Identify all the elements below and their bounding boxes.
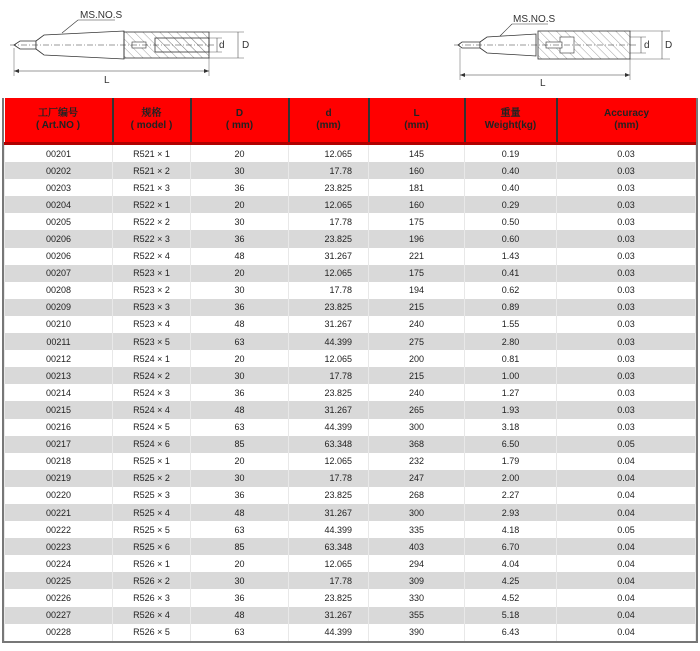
cell-art-no: 00211 <box>5 333 113 350</box>
cell-weight: 2.93 <box>465 504 557 521</box>
cell-length: 240 <box>369 384 465 401</box>
cell-art-no: 00214 <box>5 384 113 401</box>
cell-weight: 1.43 <box>465 248 557 265</box>
header-line-2: ( model ) <box>130 120 173 131</box>
cell-accuracy: 0.03 <box>557 213 696 230</box>
cell-inner-diameter: 44.399 <box>289 624 369 641</box>
table-row <box>5 282 696 299</box>
table-row <box>5 436 696 453</box>
cell-weight: 4.04 <box>465 555 557 572</box>
header-line-2: (mm) <box>404 120 429 131</box>
cell-art-no: 00225 <box>5 572 113 589</box>
header-line-1: d <box>325 108 332 119</box>
cell-weight: 0.81 <box>465 350 557 367</box>
cell-accuracy: 0.04 <box>557 453 696 470</box>
cell-model: R524 × 1 <box>113 350 191 367</box>
cell-weight: 3.18 <box>465 419 557 436</box>
cell-art-no: 00205 <box>5 213 113 230</box>
cell-accuracy: 0.03 <box>557 384 696 401</box>
cell-art-no: 00207 <box>5 265 113 282</box>
cell-length: 232 <box>369 453 465 470</box>
table-row <box>5 196 696 213</box>
cell-accuracy: 0.03 <box>557 316 696 333</box>
cell-length: 390 <box>369 624 465 641</box>
cell-art-no: 00210 <box>5 316 113 333</box>
spec-table <box>4 98 696 641</box>
table-row <box>5 350 696 367</box>
cell-outer-diameter: 36 <box>191 384 289 401</box>
cell-weight: 0.41 <box>465 265 557 282</box>
cell-model: R521 × 1 <box>113 144 191 163</box>
cell-accuracy: 0.03 <box>557 196 696 213</box>
cell-inner-diameter: 17.78 <box>289 470 369 487</box>
cell-model: R524 × 2 <box>113 367 191 384</box>
cell-model: R526 × 1 <box>113 555 191 572</box>
cell-outer-diameter: 48 <box>191 504 289 521</box>
cell-length: 265 <box>369 401 465 418</box>
table-row <box>5 162 696 179</box>
cell-outer-diameter: 30 <box>191 572 289 589</box>
table-row <box>5 384 696 401</box>
table-row <box>5 419 696 436</box>
cell-model: R522 × 1 <box>113 196 191 213</box>
cell-inner-diameter: 12.065 <box>289 265 369 282</box>
cell-model: R525 × 2 <box>113 470 191 487</box>
cell-weight: 2.00 <box>465 470 557 487</box>
header-accuracy <box>557 98 696 144</box>
cell-art-no: 00204 <box>5 196 113 213</box>
table-row <box>5 367 696 384</box>
cell-weight: 4.52 <box>465 589 557 606</box>
cell-outer-diameter: 63 <box>191 624 289 641</box>
outer-diameter-label: D <box>665 40 673 51</box>
cell-inner-diameter: 17.78 <box>289 282 369 299</box>
cell-outer-diameter: 36 <box>191 179 289 196</box>
header-art-no <box>5 98 113 144</box>
cell-weight: 6.43 <box>465 624 557 641</box>
cell-art-no: 00223 <box>5 538 113 555</box>
cell-outer-diameter: 36 <box>191 299 289 316</box>
cell-art-no: 00220 <box>5 487 113 504</box>
cell-weight: 0.40 <box>465 162 557 179</box>
cell-model: R523 × 2 <box>113 282 191 299</box>
header-line-2: ( mm) <box>225 120 254 131</box>
cell-length: 240 <box>369 316 465 333</box>
table-row <box>5 538 696 555</box>
cell-art-no: 00226 <box>5 589 113 606</box>
taper-label: MS.NO.S <box>513 14 556 25</box>
cell-model: R526 × 3 <box>113 589 191 606</box>
header-line-2: Weight(kg) <box>484 120 537 131</box>
cell-model: R522 × 2 <box>113 213 191 230</box>
cell-accuracy: 0.03 <box>557 299 696 316</box>
header-line-2: ( Art.NO ) <box>35 120 81 131</box>
cell-model: R522 × 4 <box>113 248 191 265</box>
cell-model: R523 × 5 <box>113 333 191 350</box>
length-label: L <box>540 78 546 89</box>
tool-body <box>10 31 215 59</box>
cell-length: 275 <box>369 333 465 350</box>
cell-weight: 2.27 <box>465 487 557 504</box>
tool-body <box>454 31 636 59</box>
cell-length: 247 <box>369 470 465 487</box>
cell-length: 300 <box>369 504 465 521</box>
outer-diameter-label: D <box>242 40 250 51</box>
cell-outer-diameter: 48 <box>191 248 289 265</box>
cell-outer-diameter: 48 <box>191 607 289 624</box>
table-row <box>5 401 696 418</box>
cell-outer-diameter: 36 <box>191 487 289 504</box>
header-length <box>369 98 465 144</box>
length-label: L <box>104 75 110 86</box>
cell-inner-diameter: 23.825 <box>289 384 369 401</box>
table-body <box>5 144 696 641</box>
cell-inner-diameter: 17.78 <box>289 213 369 230</box>
cell-outer-diameter: 36 <box>191 589 289 606</box>
table-row <box>5 213 696 230</box>
cell-model: R523 × 4 <box>113 316 191 333</box>
cell-accuracy: 0.04 <box>557 470 696 487</box>
cell-weight: 0.60 <box>465 230 557 247</box>
table-row <box>5 487 696 504</box>
cell-model: R525 × 5 <box>113 521 191 538</box>
cell-inner-diameter: 44.399 <box>289 521 369 538</box>
cell-model: R526 × 2 <box>113 572 191 589</box>
cell-weight: 0.50 <box>465 213 557 230</box>
table-row <box>5 572 696 589</box>
table-row <box>5 521 696 538</box>
cell-model: R524 × 3 <box>113 384 191 401</box>
cell-inner-diameter: 23.825 <box>289 589 369 606</box>
cell-inner-diameter: 12.065 <box>289 453 369 470</box>
cell-art-no: 00228 <box>5 624 113 641</box>
cell-inner-diameter: 23.825 <box>289 487 369 504</box>
cell-accuracy: 0.04 <box>557 589 696 606</box>
table-row <box>5 230 696 247</box>
cell-model: R523 × 1 <box>113 265 191 282</box>
cell-outer-diameter: 63 <box>191 333 289 350</box>
cell-accuracy: 0.03 <box>557 230 696 247</box>
technical-drawing-right <box>440 0 700 92</box>
cell-model: R522 × 3 <box>113 230 191 247</box>
cell-model: R524 × 6 <box>113 436 191 453</box>
cell-accuracy: 0.04 <box>557 572 696 589</box>
cell-outer-diameter: 20 <box>191 265 289 282</box>
cell-inner-diameter: 17.78 <box>289 162 369 179</box>
leader-line <box>62 20 78 33</box>
cell-accuracy: 0.04 <box>557 487 696 504</box>
cell-weight: 1.79 <box>465 453 557 470</box>
cell-art-no: 00224 <box>5 555 113 572</box>
cell-outer-diameter: 30 <box>191 162 289 179</box>
inner-diameter-label: d <box>644 40 650 51</box>
cell-length: 335 <box>369 521 465 538</box>
cell-weight: 0.40 <box>465 179 557 196</box>
cell-weight: 0.62 <box>465 282 557 299</box>
cell-length: 160 <box>369 196 465 213</box>
cell-art-no: 00206 <box>5 248 113 265</box>
cell-accuracy: 0.03 <box>557 179 696 196</box>
cell-outer-diameter: 20 <box>191 453 289 470</box>
spec-table-container <box>2 98 698 643</box>
table-row <box>5 624 696 641</box>
cell-inner-diameter: 12.065 <box>289 144 369 163</box>
cell-inner-diameter: 63.348 <box>289 538 369 555</box>
cell-outer-diameter: 85 <box>191 538 289 555</box>
cell-model: R524 × 4 <box>113 401 191 418</box>
cell-accuracy: 0.04 <box>557 607 696 624</box>
cell-inner-diameter: 17.78 <box>289 367 369 384</box>
cell-length: 215 <box>369 367 465 384</box>
cell-model: R523 × 3 <box>113 299 191 316</box>
cell-art-no: 00222 <box>5 521 113 538</box>
cell-length: 145 <box>369 144 465 163</box>
cell-inner-diameter: 17.78 <box>289 572 369 589</box>
header-line-1: 工厂编号 <box>38 108 78 119</box>
cell-art-no: 00219 <box>5 470 113 487</box>
cell-art-no: 00206 <box>5 230 113 247</box>
header-line-2: (mm) <box>316 120 341 131</box>
cell-model: R526 × 5 <box>113 624 191 641</box>
cell-inner-diameter: 31.267 <box>289 607 369 624</box>
cell-length: 309 <box>369 572 465 589</box>
cell-length: 268 <box>369 487 465 504</box>
cell-length: 300 <box>369 419 465 436</box>
cell-accuracy: 0.04 <box>557 555 696 572</box>
cell-outer-diameter: 20 <box>191 350 289 367</box>
cell-accuracy: 0.05 <box>557 436 696 453</box>
cell-art-no: 00218 <box>5 453 113 470</box>
table-row <box>5 504 696 521</box>
table-row <box>5 453 696 470</box>
cell-art-no: 00209 <box>5 299 113 316</box>
technical-drawing-left <box>0 0 260 92</box>
cell-weight: 1.27 <box>465 384 557 401</box>
cell-length: 160 <box>369 162 465 179</box>
cell-accuracy: 0.05 <box>557 521 696 538</box>
cell-art-no: 00213 <box>5 367 113 384</box>
cell-weight: 6.50 <box>465 436 557 453</box>
cell-accuracy: 0.04 <box>557 504 696 521</box>
cell-accuracy: 0.03 <box>557 282 696 299</box>
table-row <box>5 299 696 316</box>
cell-accuracy: 0.04 <box>557 624 696 641</box>
cell-outer-diameter: 20 <box>191 144 289 163</box>
cell-length: 181 <box>369 179 465 196</box>
header-outer-diameter <box>191 98 289 144</box>
cell-outer-diameter: 85 <box>191 436 289 453</box>
table-row <box>5 265 696 282</box>
cell-length: 221 <box>369 248 465 265</box>
cell-length: 215 <box>369 299 465 316</box>
cell-length: 330 <box>369 589 465 606</box>
header-line-1: Accuracy <box>603 108 650 119</box>
cell-art-no: 00212 <box>5 350 113 367</box>
cell-inner-diameter: 31.267 <box>289 401 369 418</box>
cell-accuracy: 0.03 <box>557 350 696 367</box>
cell-inner-diameter: 12.065 <box>289 196 369 213</box>
cell-accuracy: 0.04 <box>557 538 696 555</box>
cell-inner-diameter: 31.267 <box>289 504 369 521</box>
cell-outer-diameter: 63 <box>191 419 289 436</box>
header-model <box>113 98 191 144</box>
cell-art-no: 00202 <box>5 162 113 179</box>
cell-weight: 1.00 <box>465 367 557 384</box>
table-row <box>5 589 696 606</box>
cell-art-no: 00201 <box>5 144 113 163</box>
cell-outer-diameter: 30 <box>191 213 289 230</box>
cell-model: R521 × 2 <box>113 162 191 179</box>
cell-accuracy: 0.03 <box>557 367 696 384</box>
cell-art-no: 00215 <box>5 401 113 418</box>
cell-length: 194 <box>369 282 465 299</box>
cell-inner-diameter: 12.065 <box>289 555 369 572</box>
cell-art-no: 00227 <box>5 607 113 624</box>
header-line-1: D <box>235 108 244 119</box>
cell-accuracy: 0.03 <box>557 144 696 163</box>
cell-outer-diameter: 48 <box>191 401 289 418</box>
table-row <box>5 333 696 350</box>
leader-line <box>500 24 512 36</box>
cell-weight: 4.25 <box>465 572 557 589</box>
table-row <box>5 248 696 265</box>
cell-outer-diameter: 20 <box>191 555 289 572</box>
cell-inner-diameter: 63.348 <box>289 436 369 453</box>
cell-length: 175 <box>369 265 465 282</box>
cell-model: R526 × 4 <box>113 607 191 624</box>
cell-weight: 6.70 <box>465 538 557 555</box>
cell-length: 175 <box>369 213 465 230</box>
cell-accuracy: 0.03 <box>557 265 696 282</box>
cell-accuracy: 0.03 <box>557 248 696 265</box>
table-row <box>5 470 696 487</box>
cell-length: 368 <box>369 436 465 453</box>
cell-length: 355 <box>369 607 465 624</box>
cell-inner-diameter: 31.267 <box>289 248 369 265</box>
cell-inner-diameter: 44.399 <box>289 419 369 436</box>
cell-outer-diameter: 63 <box>191 521 289 538</box>
cell-accuracy: 0.03 <box>557 419 696 436</box>
cell-model: R525 × 3 <box>113 487 191 504</box>
cell-length: 294 <box>369 555 465 572</box>
cell-weight: 0.89 <box>465 299 557 316</box>
cell-art-no: 00217 <box>5 436 113 453</box>
cell-art-no: 00208 <box>5 282 113 299</box>
cell-length: 196 <box>369 230 465 247</box>
cell-model: R525 × 6 <box>113 538 191 555</box>
table-row <box>5 555 696 572</box>
header-weight <box>465 98 557 144</box>
header-line-1: 重量 <box>500 108 521 119</box>
table-row <box>5 144 696 163</box>
taper-label: MS.NO.S <box>80 10 123 21</box>
cell-inner-diameter: 31.267 <box>289 316 369 333</box>
cell-accuracy: 0.03 <box>557 162 696 179</box>
cell-art-no: 00203 <box>5 179 113 196</box>
cell-outer-diameter: 20 <box>191 196 289 213</box>
cell-inner-diameter: 44.399 <box>289 333 369 350</box>
cell-weight: 0.29 <box>465 196 557 213</box>
cell-weight: 0.19 <box>465 144 557 163</box>
header-line-2: (mm) <box>614 120 639 131</box>
cell-weight: 5.18 <box>465 607 557 624</box>
cell-length: 200 <box>369 350 465 367</box>
cell-art-no: 00221 <box>5 504 113 521</box>
cell-accuracy: 0.03 <box>557 333 696 350</box>
cell-outer-diameter: 36 <box>191 230 289 247</box>
header-inner-diameter <box>289 98 369 144</box>
cell-model: R525 × 1 <box>113 453 191 470</box>
cell-length: 403 <box>369 538 465 555</box>
cell-art-no: 00216 <box>5 419 113 436</box>
cell-outer-diameter: 30 <box>191 367 289 384</box>
cell-weight: 1.93 <box>465 401 557 418</box>
cell-model: R525 × 4 <box>113 504 191 521</box>
cell-inner-diameter: 23.825 <box>289 230 369 247</box>
table-header-row <box>5 98 696 144</box>
cell-inner-diameter: 12.065 <box>289 350 369 367</box>
cell-inner-diameter: 23.825 <box>289 299 369 316</box>
inner-diameter-label: d <box>219 40 225 51</box>
header-line-1: 规格 <box>141 108 162 119</box>
cell-accuracy: 0.03 <box>557 401 696 418</box>
table-row <box>5 179 696 196</box>
cell-weight: 2.80 <box>465 333 557 350</box>
table-row <box>5 316 696 333</box>
cell-weight: 4.18 <box>465 521 557 538</box>
cell-outer-diameter: 30 <box>191 282 289 299</box>
header-line-1: L <box>413 108 420 119</box>
cell-inner-diameter: 23.825 <box>289 179 369 196</box>
cell-model: R521 × 3 <box>113 179 191 196</box>
table-row <box>5 607 696 624</box>
cell-outer-diameter: 30 <box>191 470 289 487</box>
cell-model: R524 × 5 <box>113 419 191 436</box>
cell-weight: 1.55 <box>465 316 557 333</box>
cell-outer-diameter: 48 <box>191 316 289 333</box>
